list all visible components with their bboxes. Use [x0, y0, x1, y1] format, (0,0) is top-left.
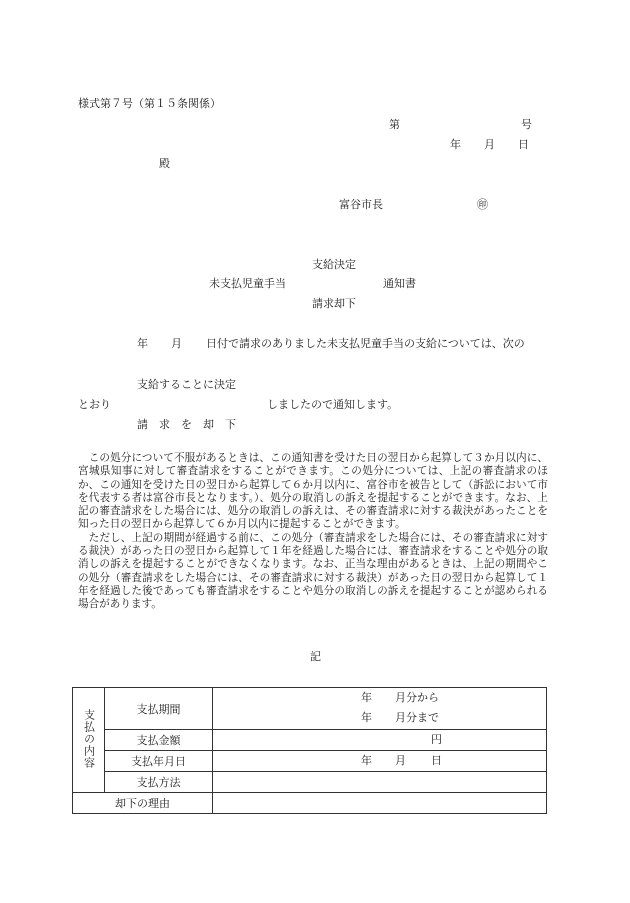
- notice-text: [78, 452, 548, 612]
- title-suffix: 通知書: [383, 277, 416, 290]
- body-month: 月: [171, 337, 182, 350]
- ki-heading: 記: [310, 650, 321, 663]
- notice-paragraph-2: ただし、上記の期間が経過する前に、この処分（審査請求をした場合には、その審査請求に対する裁決）があった日の翌日から起算して１年を経過した場合には、審査請求をすることや処分の取消しの訴えを提起することができなくなります。なお、正当な理由があるときは、上記の期間やこの処分（審査請求をした場合には、その審査請求に対する裁決）があった日の翌日から起算して１年を経過した後であっても審査請求をすることや処分の取消しの訴えを提起することが認められる場合があります。: [78, 531, 548, 611]
- payment-date-year: 年: [361, 754, 372, 767]
- date-day: 日: [518, 138, 529, 151]
- period-to-text: 月分まで: [395, 710, 439, 724]
- body-option-top: 支給することに決定: [137, 378, 236, 391]
- body-year: 年: [137, 337, 148, 350]
- payment-details-table: [72, 687, 547, 814]
- body-option-bottom: 請 求 を 却 下: [137, 418, 236, 431]
- payment-content-label: [73, 688, 105, 793]
- body-prefix: とおり: [78, 398, 111, 411]
- issuer-name: 富谷市長: [339, 198, 383, 211]
- title-option-top: 支給決定: [312, 258, 356, 271]
- period-from-year: 年: [361, 691, 372, 704]
- payment-amount-value: [213, 730, 547, 751]
- notice-paragraph-1: この処分について不服があるときは、この通知書を受けた日の翌日から起算して３か月以内に、宮城県知事に対して審査請求をすることができます。この処分については、上記の審査請求のほか、この通知を受けた日の翌日から起算して６か月以内に、富谷市を被告として（訴訟において市を代表する者は富谷市長となります。）、処分の取消しの訴えを提起することができます。なお、上記の審査請求をした場合には、処分の取消しの訴えは、その審査請求に対する裁決があったことを知った日の翌日から起算して６か月以内に提起することができます。: [78, 452, 548, 531]
- date-year: 年: [450, 138, 461, 151]
- period-from-text: 月分から: [395, 691, 439, 704]
- payment-date-day: 日: [431, 754, 442, 767]
- form-number: 様式第７号（第１５条関係）: [78, 97, 221, 110]
- payment-period-from: [213, 688, 547, 709]
- rejection-reason-label: 却下の理由: [73, 793, 213, 814]
- payment-date-month: 月: [395, 754, 406, 767]
- body-suffix: しましたので通知します。: [267, 398, 399, 411]
- period-to-year: 年: [361, 710, 372, 724]
- rejection-reason-value: [213, 793, 547, 814]
- date-month: 月: [484, 138, 495, 151]
- seal-mark: ㊞: [477, 198, 488, 211]
- payment-date-label: 支払年月日: [105, 751, 213, 772]
- payment-date-value: [213, 751, 547, 772]
- doc-number-suffix: 号: [521, 118, 532, 131]
- addressee-suffix: 殿: [159, 157, 170, 170]
- payment-content-text: 支払の内容: [82, 708, 96, 769]
- payment-amount-label: 支払金額: [105, 730, 213, 751]
- payment-period-label: 支払期間: [105, 688, 213, 730]
- body-line1: 日付で請求のありました未支払児童手当の支給については、次の: [206, 337, 525, 350]
- amount-unit: 円: [431, 733, 442, 746]
- title-main: 未支払児童手当: [209, 277, 286, 290]
- payment-method-value: [213, 772, 547, 793]
- payment-period-to: [213, 709, 547, 730]
- payment-method-label: 支払方法: [105, 772, 213, 793]
- title-option-bottom: 請求却下: [312, 297, 356, 310]
- doc-number-prefix: 第: [389, 118, 400, 131]
